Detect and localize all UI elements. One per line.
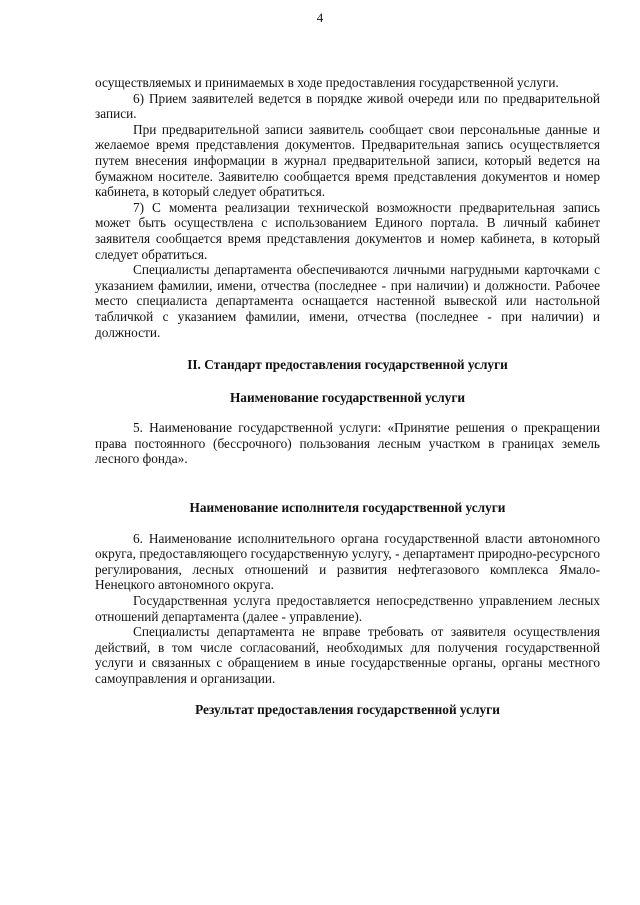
heading-executor-name: Наименование исполнителя государственной услуги	[189, 500, 506, 516]
page-number: 4	[316, 10, 324, 25]
paragraph-portal-record: 7) С момента реализации технической возможности предварительная запись может быть осуществлена с использованием Единого портала. В личный кабинет заявителя сообщается время представления документов и номер кабинета, в который следует обратиться.	[95, 199, 600, 262]
heading-result: Результат предоставления государственной услуги	[195, 701, 500, 717]
page-content	[95, 75, 600, 717]
paragraph-executor: 6. Наименование исполнительного органа государственной власти автономного округа, предоставляющего государственную услугу, - департамент природно-ресурсного регулирования, лесных отношений и развития нефтегазового комплекса Ямало-Ненецкого автономного округа.	[95, 530, 600, 593]
paragraph-service-name: 5. Наименование государственной услуги: «Принятие решения о прекращении права постоянного (бессрочного) пользования лесным участком в границах земель лесного фонда».	[95, 420, 600, 467]
heading-service-name: Наименование государственной услуги	[229, 389, 466, 405]
paragraph-not-entitled: Специалисты департамента не вправе требовать от заявителя осуществления действий, в том числе согласований, необходимых для получения государственной услуги и связанных с обращением в иные государственные органы, органы местного самоуправления и организации.	[95, 624, 600, 686]
paragraph-preliminary-record: При предварительной записи заявитель сообщает свои персональные данные и желаемое время представления документов. Предварительная запись осуществляется путем внесения информации в журнал предварительной записи, который ведется на бумажном носителе. Заявителю сообщается время представления документов и номер кабинета, в который следует обратиться.	[95, 121, 600, 200]
section-heading-standard: II. Стандарт предоставления государственной услуги	[187, 357, 508, 373]
paragraph-direct-provision: Государственная услуга предоставляется непосредственно управлением лесных отношений департамента (далее - управление).	[95, 593, 600, 624]
paragraph-reception-order: 6) Прием заявителей ведется в порядке живой очереди или по предварительной записи.	[95, 90, 600, 122]
paragraph-specialists-badges: Специалисты департамента обеспечиваются личными нагрудными карточками с указанием фамилии, имени, отчества (последнее - при наличии) и должности. Рабочее место специалиста департамента оснащается настенной вывеской или настольной табличкой с указанием фамилии, имени, отчества (последнее - при наличии) и должности.	[95, 262, 600, 340]
paragraph-continuation: осуществляемых и принимаемых в ходе предоставления государственной услуги.	[95, 75, 559, 90]
